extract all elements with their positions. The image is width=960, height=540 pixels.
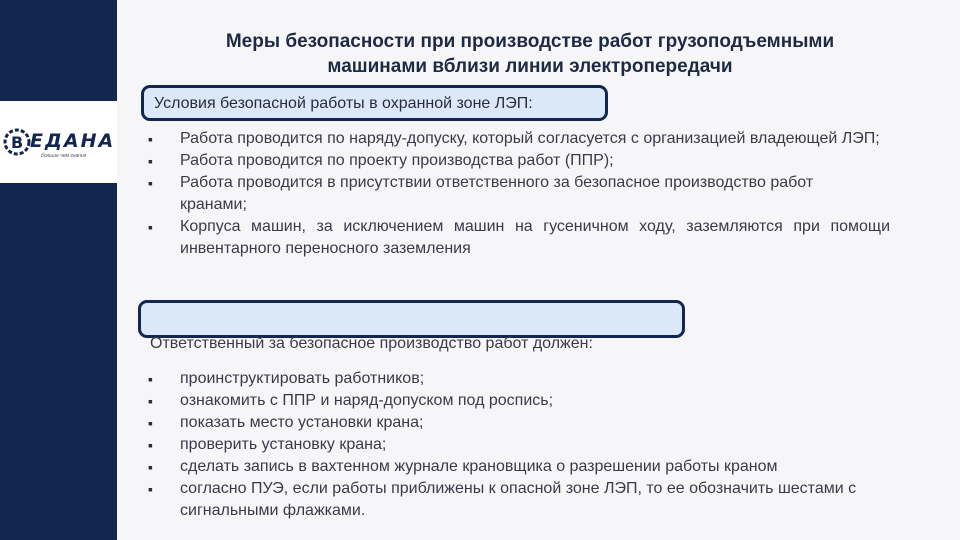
list-item: ▪ проверить установку крана; [148, 434, 890, 456]
list-item: ▪ Работа проводится в присутствии ответственного за безопасное производство работ [148, 172, 890, 194]
svg-text:В: В [11, 133, 24, 152]
list-item: ▪ проинструктировать работников; [148, 368, 890, 390]
responsible-heading: Ответственный за безопасное производство работ должен: [150, 335, 593, 352]
logo-wordmark: ЕДАНА [30, 130, 116, 152]
slide-title-line-2: машинами вблизи линии электропередачи [327, 56, 733, 77]
list-item: ▪ согласно ПУЭ, если работы приближены к опасной зоне ЛЭП, то ее обозначить шестами с сигнальными флажками. [148, 478, 890, 522]
conditions-list [148, 128, 890, 260]
slide-title-line-1: Меры безопасности при производстве работ грузоподъемными [225, 31, 835, 52]
list-item: ▪ Работа проводится по наряду-допуску, который согласуется с организацией владеющей ЛЭП; [148, 128, 890, 150]
list-item: ▪ Корпуса машин, за исключением машин на гусеничном ходу, заземляются при помощи инвентарного переносного заземления [148, 216, 890, 260]
left-sidebar [0, 0, 117, 540]
list-item: ▪ Работа проводится по проекту производства работ (ППР); [148, 150, 890, 172]
list-item: ▪ ознакомить с ППР и наряд-допуском под роспись; [148, 390, 890, 412]
duties-list [148, 368, 890, 522]
responsible-heading-box [138, 300, 685, 338]
logo-icon [3, 125, 31, 159]
conditions-heading-box [141, 85, 608, 121]
slide-title [180, 29, 880, 79]
logo [0, 101, 117, 183]
list-item: ▪ показать место установки крана; [148, 412, 890, 434]
list-item: ▪ сделать запись в вахтенном журнале крановщика о разрешении работы краном [148, 456, 890, 478]
logo-tagline: больше чем знания [41, 153, 87, 159]
list-item-continuation: кранами; [180, 196, 247, 213]
conditions-heading: Условия безопасной работы в охранной зоне ЛЭП: [154, 95, 533, 112]
